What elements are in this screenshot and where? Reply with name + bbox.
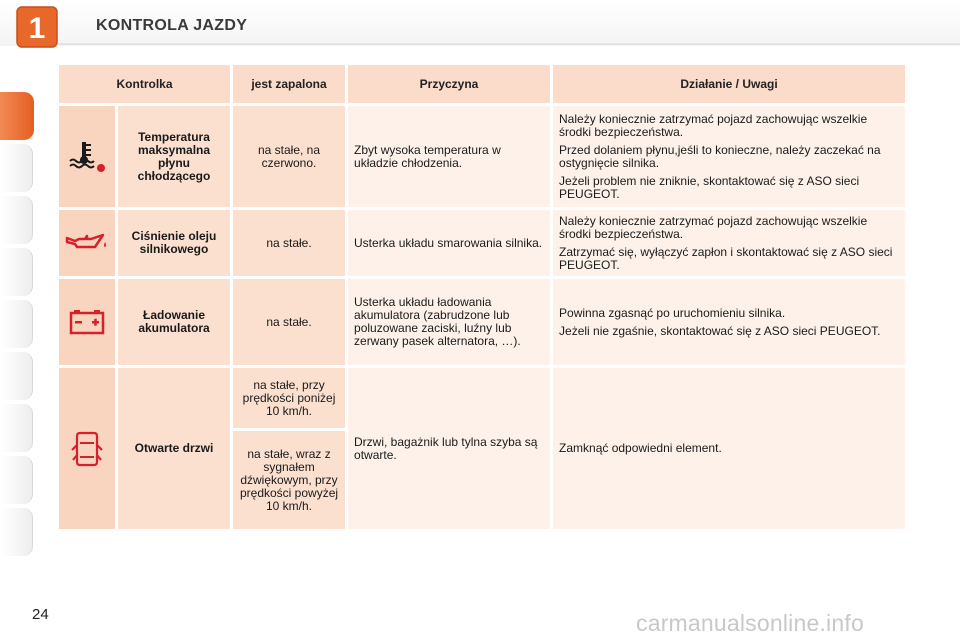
light-status: na stałe, na czerwono. bbox=[233, 106, 345, 207]
chapter-tab[interactable] bbox=[0, 456, 33, 504]
warning-light-name: Temperatura maksymalna płynu chłodzącego bbox=[118, 106, 230, 207]
action-text: Zamknąć odpowiedni element. bbox=[559, 441, 722, 455]
column-header: Kontrolka bbox=[59, 65, 230, 103]
warning-lights-table bbox=[56, 62, 908, 532]
chapter-tab[interactable] bbox=[0, 196, 33, 244]
action-text: Przed dolaniem płynu,jeśli to konieczne, należy zaczekać na ostygnięcie silnika. bbox=[559, 142, 881, 170]
warning-light-name: Otwarte drzwi bbox=[118, 368, 230, 529]
table-row bbox=[59, 368, 905, 428]
icon-cell bbox=[59, 106, 115, 207]
page-number: 24 bbox=[32, 606, 49, 623]
header-divider bbox=[52, 43, 960, 45]
chapter-tab-active[interactable] bbox=[0, 92, 34, 140]
light-status: na stałe. bbox=[233, 210, 345, 276]
warning-light-name: Ładowanie akumulatora bbox=[118, 279, 230, 365]
coolant-temperature-icon bbox=[67, 140, 107, 174]
icon-cell bbox=[59, 210, 115, 276]
battery-icon bbox=[67, 308, 107, 336]
light-status: na stałe, przy prędkości poniżej 10 km/h. bbox=[233, 368, 345, 428]
chapter-tab[interactable] bbox=[0, 300, 33, 348]
column-header: Działanie / Uwagi bbox=[553, 65, 905, 103]
chapter-badge bbox=[14, 4, 60, 50]
light-action bbox=[553, 106, 905, 207]
light-status: na stałe, wraz z sygnałem dźwiękowym, przy prędkości powyżej 10 km/h. bbox=[233, 431, 345, 529]
chapter-tabs bbox=[0, 64, 40, 576]
action-text: Jeżeli nie zgaśnie, skontaktować się z ASO sieci PEUGEOT. bbox=[559, 323, 881, 338]
table-row bbox=[59, 106, 905, 207]
table-row bbox=[59, 279, 905, 365]
chapter-number: 1 bbox=[28, 12, 46, 45]
warning-light-name: Ciśnienie oleju silnikowego bbox=[118, 210, 230, 276]
door-open-icon bbox=[71, 429, 103, 469]
chapter-tab[interactable] bbox=[0, 508, 33, 556]
light-action bbox=[553, 368, 905, 529]
action-text: Należy koniecznie zatrzymać pojazd zachowując wszelkie środki bezpieczeństwa. bbox=[559, 213, 868, 241]
light-status: na stałe. bbox=[233, 279, 345, 365]
chapter-tab[interactable] bbox=[0, 352, 33, 400]
column-header: Przyczyna bbox=[348, 65, 550, 103]
chapter-tab[interactable] bbox=[0, 248, 33, 296]
table-row bbox=[59, 210, 905, 276]
light-cause: Drzwi, bagażnik lub tylna szyba są otwarte. bbox=[348, 368, 550, 529]
table-header-row bbox=[59, 65, 905, 103]
light-cause: Zbyt wysoka temperatura w układzie chłodzenia. bbox=[348, 106, 550, 207]
page-title: KONTROLA JAZDY bbox=[96, 17, 248, 34]
icon-cell bbox=[59, 368, 115, 529]
action-text: Powinna zgasnąć po uruchomieniu silnika. bbox=[559, 305, 786, 320]
light-action bbox=[553, 279, 905, 365]
chapter-tab[interactable] bbox=[0, 144, 33, 192]
icon-cell bbox=[59, 279, 115, 365]
light-action bbox=[553, 210, 905, 276]
light-cause: Usterka układu ładowania akumulatora (zabrudzone lub poluzowane zaciski, luźny lub zerwany pasek alternatora, …). bbox=[348, 279, 550, 365]
action-text: Zatrzymać się, wyłączyć zapłon i skontaktować się z ASO sieci PEUGEOT. bbox=[559, 244, 893, 272]
chapter-tab[interactable] bbox=[0, 404, 33, 452]
action-text: Należy koniecznie zatrzymać pojazd zachowując wszelkie środki bezpieczeństwa. bbox=[559, 111, 868, 139]
column-header: jest zapalona bbox=[233, 65, 345, 103]
action-text: Jeżeli problem nie zniknie, skontaktować się z ASO sieci PEUGEOT. bbox=[559, 173, 860, 201]
watermark: carmanualsonline.info bbox=[636, 610, 864, 636]
light-cause: Usterka układu smarowania silnika. bbox=[348, 210, 550, 276]
oil-pressure-icon bbox=[65, 230, 109, 256]
